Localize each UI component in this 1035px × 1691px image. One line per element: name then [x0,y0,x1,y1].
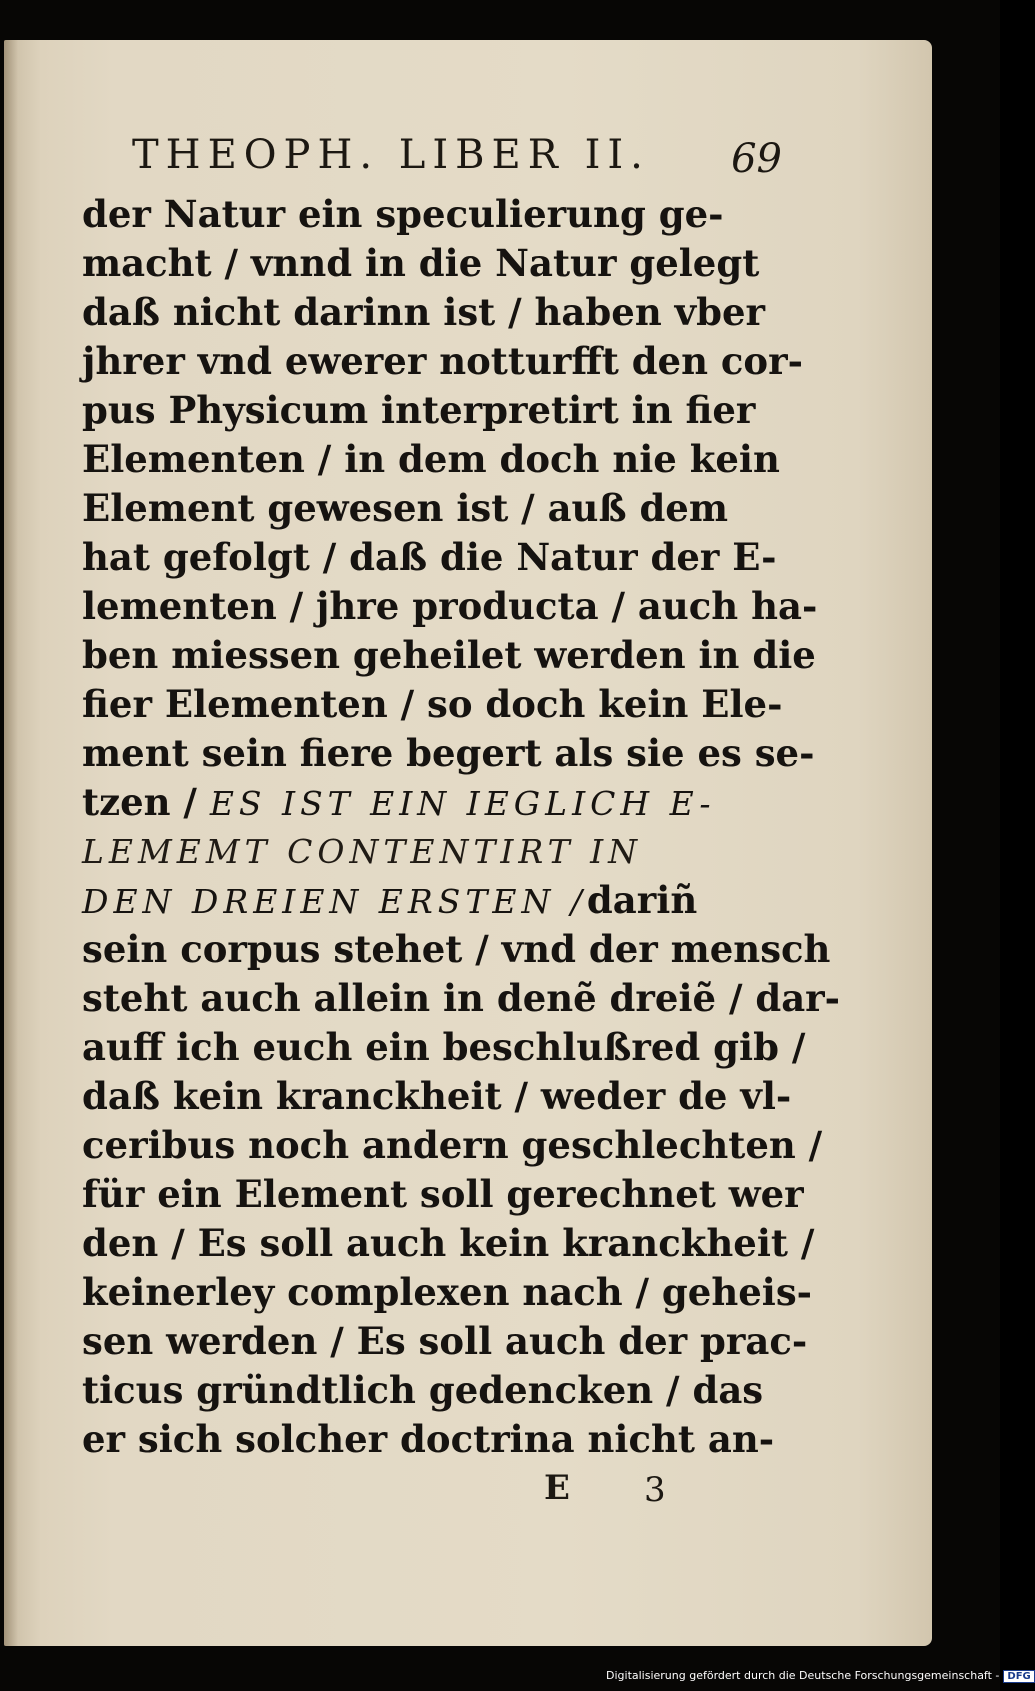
text-line: fier Elementen / so doch kein Ele- [82,682,783,726]
signature-mark [544,1468,744,1512]
caps-line: LEMEMT CONTENTIRT IN [82,832,643,871]
text-line: auff ich euch ein beschlußred gib / [82,1025,806,1069]
caps-segment: ES IST EIN IEGLICH E- [209,784,716,823]
text-line: für ein Element soll gerechnet wer [82,1172,804,1216]
text-segment: dariñ [586,878,698,922]
dfg-logo: DFG [1003,1670,1034,1683]
credit-text: Digitalisierung gefördert durch die Deutsche Forschungsgemeinschaft - [606,1669,1000,1682]
signature-number: 3 [644,1470,666,1510]
text-line: macht / vnnd in die Natur gelegt [82,241,760,285]
text-line: lementen / jhre producta / auch ha- [82,584,818,628]
text-line: daß kein kranckheit / weder de vl- [82,1074,792,1118]
text-line: keinerley complexen nach / geheis- [82,1270,813,1314]
body-text [82,190,841,1464]
text-line: sen werden / Es soll auch der prac- [82,1319,808,1363]
book-page [4,40,932,1646]
text-line: er sich solcher doctrina nicht an- [82,1417,775,1461]
text-line: sein corpus stehet / vnd der mensch [82,927,831,971]
text-line: steht auch allein in denẽ dreiẽ / dar- [82,976,841,1020]
text-line: hat gefolgt / daß die Natur der E- [82,535,777,579]
text-segment: tzen / [82,780,197,824]
caps-segment: DEN DREIEN ERSTEN / [82,882,587,921]
text-line: ment sein fiere begert als sie es se- [82,731,815,775]
text-line: ceribus noch andern geschlechten / [82,1123,823,1167]
text-line: daß nicht darinn ist / haben vber [82,290,766,334]
text-line: den / Es soll auch kein kranckheit / [82,1221,815,1265]
text-line-mixed [82,778,772,827]
text-line: der Natur ein speculierung ge- [82,192,724,236]
text-line: jhrer vnd ewerer notturfft den cor- [82,339,803,383]
signature-letter: E [544,1468,570,1508]
running-title: THEOPH. LIBER II. [132,132,650,178]
page-header [132,132,782,182]
page-number: 69 [731,136,782,182]
digitization-credit [606,1669,1031,1687]
text-line-mixed [82,876,772,925]
text-line: ben miessen geheilet werden in die [82,633,816,677]
text-line: ticus gründtlich gedencken / das [82,1368,764,1412]
text-line: Elementen / in dem doch nie kein [82,437,780,481]
text-line: Element gewesen ist / auß dem [82,486,729,530]
text-line: pus Physicum interpretirt in fier [82,388,756,432]
